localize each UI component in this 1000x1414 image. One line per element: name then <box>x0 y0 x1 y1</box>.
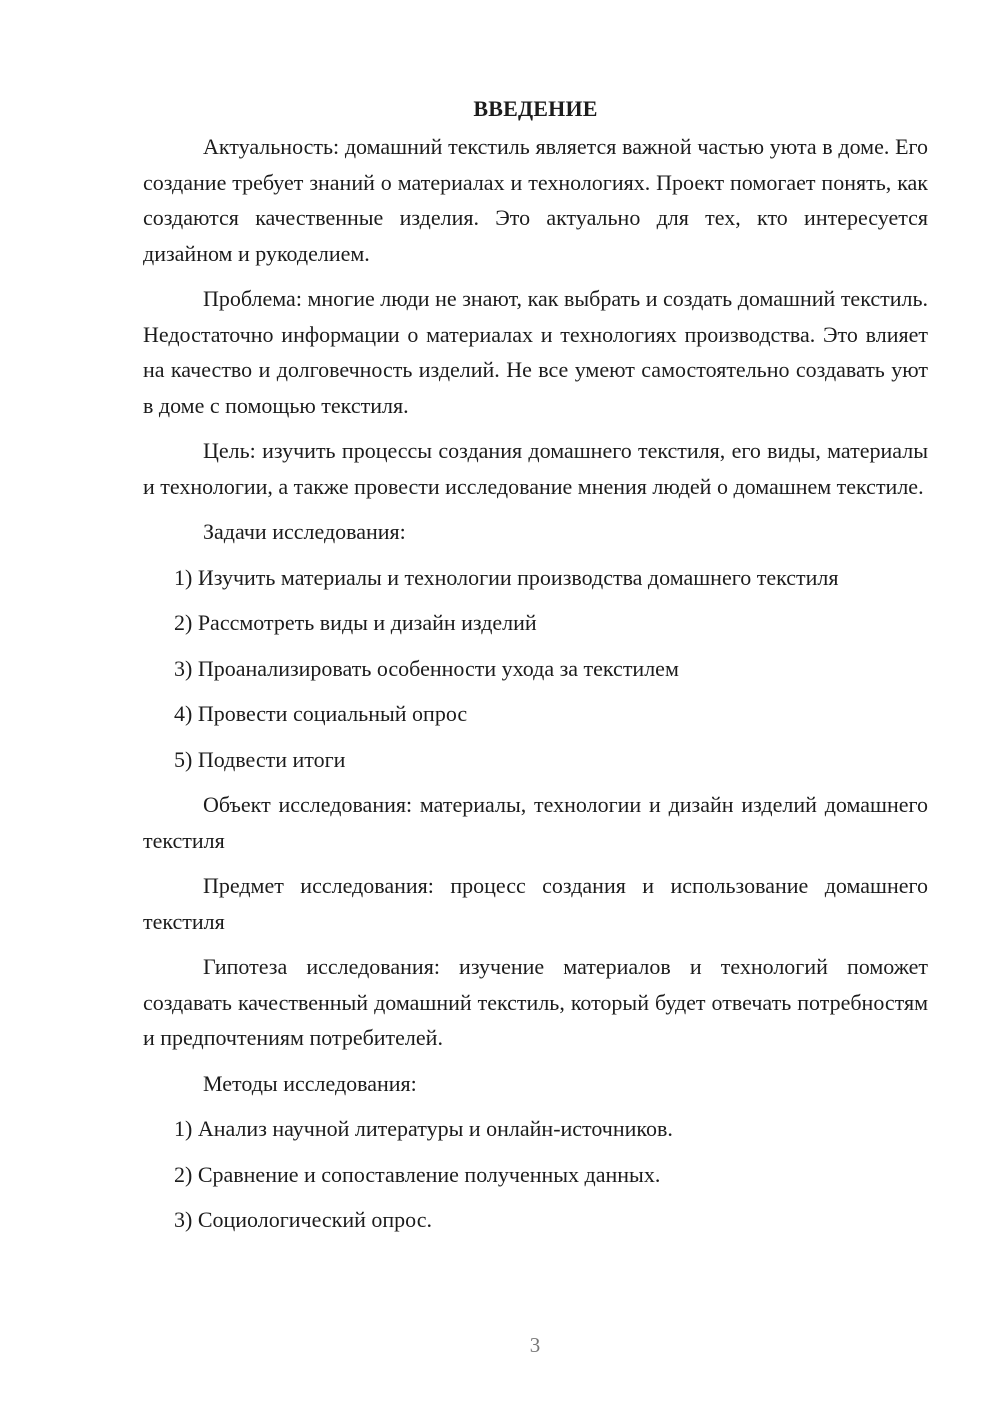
task-item-3: 3) Проанализировать особенности ухода за текстилем <box>174 655 679 681</box>
document-page <box>143 94 928 1248</box>
task-item-5: 5) Подвести итоги <box>174 746 346 772</box>
relevance-paragraph: Актуальность: домашний текстиль является важной частью уюта в доме. Его создание требует знаний о материалах и технологиях. Проект помогает понять, как создаются качественные изделия. Это актуально для тех, кто интересуется дизайном и рукоделием. <box>143 134 928 266</box>
problem-paragraph: Проблема: многие люди не знают, как выбрать и создать домашний текстиль. Недостаточно информации о материалах и технологиях производства. Это влияет на качество и долговечность изделий. Не все умеют самостоятельно создавать уют в доме с помощью текстиля. <box>143 286 928 418</box>
methods-intro: Методы исследования: <box>203 1070 417 1096</box>
page-number: 3 <box>529 1333 541 1357</box>
task-item-2: 2) Рассмотреть виды и дизайн изделий <box>174 610 537 635</box>
goal-paragraph: Цель: изучить процессы создания домашнего текстиля, его виды, материалы и технологии, а также провести исследование мнения людей о домашнем текстиле. <box>143 438 928 499</box>
method-item-1: 1) Анализ научной литературы и онлайн-источников. <box>174 1116 673 1141</box>
method-item-3: 3) Социологический опрос. <box>174 1207 432 1232</box>
subject-paragraph: Предмет исследования: процесс создания и использование домашнего текстиля <box>143 873 928 934</box>
tasks-intro: Задачи исследования: <box>203 519 406 544</box>
object-paragraph: Объект исследования: материалы, технологии и дизайн изделий домашнего текстиля <box>143 792 928 853</box>
task-item-1: 1) Изучить материалы и технологии производства домашнего текстиля <box>174 564 839 590</box>
hypothesis-paragraph: Гипотеза исследования: изучение материалов и технологий поможет создавать качественный домашний текстиль, который будет отвечать потребностям и предпочтениям потребителей. <box>143 954 928 1050</box>
page-title: ВВЕДЕНИЕ <box>473 96 598 121</box>
method-item-2: 2) Сравнение и сопоставление полученных данных. <box>174 1161 661 1187</box>
task-item-4: 4) Провести социальный опрос <box>174 701 468 726</box>
